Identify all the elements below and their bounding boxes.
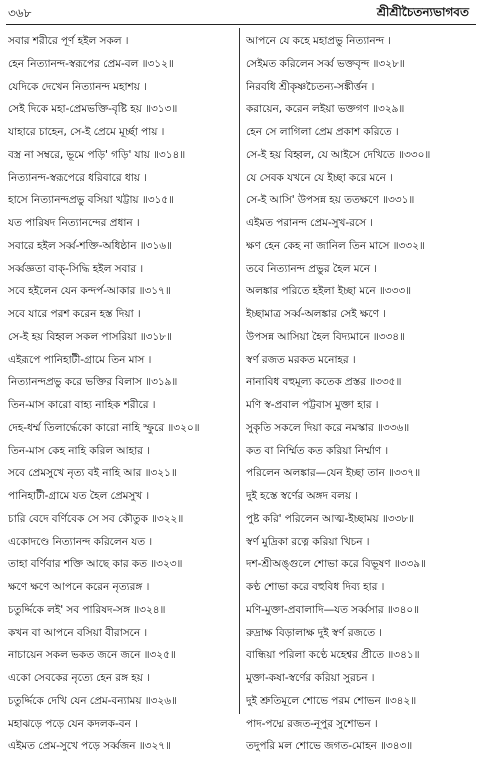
verse-line: পাদ-পদ্মে রজত-নূপুর সুশোভন । <box>246 717 378 730</box>
left-text-column <box>8 30 236 758</box>
verse-line: সেই দিকে মহা-প্রেমভক্তি-বৃষ্টি হয় ॥৩১৩॥ <box>8 103 178 116</box>
page-header <box>0 0 483 26</box>
verse-line: একোদণ্ডে নিত্যানন্দ করিলেন যত । <box>8 535 153 548</box>
verse-line: হাসে নিত্যানন্দপ্রভু বসিয়া খট্টায় ॥৩১৫॥ <box>8 194 174 207</box>
verse-line: যত পারিষদ নিত্যানন্দের প্রধান । <box>8 217 140 229</box>
verse-line: মণি-মুক্তা-প্রবালাদি—যত সর্ব্বসার ॥৩৪০॥ <box>246 603 420 616</box>
verse-line: উপসন্ন আসিয়া হৈল বিদ্যমানে ॥৩৩৪॥ <box>246 330 405 343</box>
page-number: ৩৬৮ <box>8 6 32 20</box>
verse-line: মহাঝড়ে পড়ে যেন কদলক-বন । <box>8 717 138 730</box>
verse-line: রুদ্রাক্ষ বিড়ালাক্ষ দুই স্বর্ণ রজতে । <box>246 626 382 639</box>
verse-line: অলঙ্কার পরিতে হইলা ইচ্ছা মনে ॥৩৩৩॥ <box>246 285 412 298</box>
verse-line: বস্ত্র না সম্বরে, ভূমে পড়ি' গড়ি' যায় ॥৩১৪॥ <box>8 148 186 161</box>
verse-line: সে-ই হয় বিহ্বল, যে আইসে দেখিতে ॥৩৩০॥ <box>246 148 431 161</box>
verse-line: যেদিকে দেখেন নিত্যানন্দ মহাশয় । <box>8 80 147 93</box>
verse-line: ক্ষণ হেন কেহ না জানিল তিন মাসে ॥৩৩২॥ <box>246 239 425 252</box>
verse-line: সর্ব্বজ্ঞতা বাক্-সিদ্ধি হইল সবার । <box>8 262 144 275</box>
header-rule <box>6 24 476 25</box>
verse-line: সুকৃতি সকলে দিয়া করে নমস্কার ॥৩৩৬॥ <box>246 421 410 434</box>
verse-line: সে-ই হয় বিহ্বল সকল পাসরিয়া ॥৩১৮॥ <box>8 330 172 343</box>
verse-line: স্বর্ণ মুদ্রিকা রত্নে করিয়া খিচন । <box>246 535 370 548</box>
verse-line: কখন বা আপনে বসিয়া বীরাসনে । <box>8 626 148 639</box>
verse-line: সবে যারে পরশ করেন হস্ত দিয়া । <box>8 308 141 320</box>
verse-line: চতুর্দ্দিকে দেখি যেন প্রেম-বন্যাময় ॥৩২৬॥ <box>8 694 177 707</box>
verse-line: পরিলেন অলঙ্কার—যেন ইচ্ছা তান ॥৩৩৭॥ <box>246 467 421 480</box>
right-text-column <box>246 30 474 758</box>
verse-line: এইরূপে পানিহাটী-গ্রামে তিন মাস । <box>8 353 152 366</box>
verse-line: যে সেবক যখনে যে ইচ্ছা করে মনে । <box>246 171 393 184</box>
verse-line: মণি স্ব-প্রবাল পট্টবাস মুক্তা হার । <box>246 399 379 411</box>
verse-line: নানাবিধ বহুমূল্য কতেক প্রস্তর ॥৩৩৫॥ <box>246 376 402 389</box>
verse-line: কত বা নির্ম্মিত কত করিয়া নির্ম্মাণ । <box>246 444 389 457</box>
verse-line: তবে নিত্যানন্দ প্রভুর হৈল মনে । <box>246 262 377 275</box>
verse-line: তিন-মাস কারো বাহ্য নাহিক শরীরে । <box>8 399 156 411</box>
verse-line: আপনে যে কহে মহাপ্রভু নিত্যানন্দ । <box>246 35 391 47</box>
verse-line: দুই হস্তে স্বর্ণের অঙ্গদ বলয় । <box>246 490 358 502</box>
verse-line: হেন সে লাগিলা প্রেম প্রকাশ করিতে । <box>246 126 399 138</box>
verse-line: তদুপরি মল শোভে জগত-মোহন ॥৩৪৩॥ <box>246 740 413 753</box>
verse-line: নিত্যানন্দপ্রভু করে ভক্তির বিলাস ॥৩১৯॥ <box>8 376 178 389</box>
verse-line: সবে হইলেন যেন কন্দর্প-আকার ॥৩১৭॥ <box>8 285 171 298</box>
verse-line: সবে প্রেমসুখে নৃত্য বই নাহি আর ॥৩২১॥ <box>8 467 177 480</box>
verse-line: সে-ই আসি' উপসন্ন হয় ততক্ষণে ॥৩৩১॥ <box>246 194 415 207</box>
verse-line: তাহা বর্ণিবার শক্তি আছে কার কত ॥৩২৩॥ <box>8 558 183 571</box>
verse-line: সবারে হইল সর্ব্ব-শক্তি-অধিষ্ঠান ॥৩১৬॥ <box>8 239 172 252</box>
verse-line: নিত্যানন্দ-স্বরূপেরে ধরিবারে ধায় । <box>8 171 147 184</box>
verse-line: যাহারে চাহেন, সে-ই প্রেমে মূর্চ্ছা পায় । <box>8 126 165 138</box>
verse-line: সবার শরীরে পূর্ণ হইল সকল । <box>8 35 129 47</box>
verse-line: করায়েন, করেন লইয়া ভক্তগণ ॥৩২৯॥ <box>246 103 405 116</box>
verse-line: চতুর্দ্দিকে লই' সব পারিষদ-সঙ্গ ॥৩২৪॥ <box>8 603 166 616</box>
verse-line: দুই শ্রুতিমূলে শোভে পরম শোভন ॥৩৪২॥ <box>246 694 417 707</box>
running-title: শ্রীশ্রীচৈতন্যভাগবত <box>376 5 469 19</box>
verse-line: কণ্ঠ শোভা করে বহুবিধ দিব্য হার । <box>246 581 385 593</box>
verse-line: ইচ্ছামাত্র সর্ব্ব-অলঙ্কার সেই ক্ষণে । <box>246 308 386 320</box>
verse-line: নাচায়েন সকল ভকত জনে জনে ॥৩২৫॥ <box>8 649 176 662</box>
verse-line: নিরবধি শ্রীকৃষ্ণচৈতন্য-সঙ্কীর্ত্তন । <box>246 80 375 93</box>
verse-line: মুক্তা-কষা-স্বর্ণের করিয়া সুরচন । <box>246 672 375 684</box>
verse-line: এইমত প্রেম-সুখে পড়ে সর্ব্বজন ॥৩২৭॥ <box>8 740 171 753</box>
verse-line: স্বর্ণ রজত মরকত মনোহর । <box>246 353 356 366</box>
verse-line: চারি বেদে বর্ণিবেক সে সব কৌতুক ॥৩২২॥ <box>8 512 184 525</box>
verse-line: দেহ-ধর্ম্ম তিলার্দ্ধেকো কারো নাহি স্ফুরে ॥৩২০॥ <box>8 421 200 434</box>
verse-line: পুষ্ট করি' পরিলেন আত্ম-ইচ্ছাময় ॥৩৩৮॥ <box>246 512 414 525</box>
verse-line: বান্ধিয়া পরিলা কণ্ঠে মহেশ্বর প্রীতে ॥৩৪১॥ <box>246 649 420 662</box>
verse-line: পানিহাটী-গ্রামে যত হৈল প্রেমসুখ । <box>8 490 150 502</box>
column-divider <box>239 28 240 714</box>
verse-line: তিন-মাস কেহ নাহি করিল আহার । <box>8 444 150 457</box>
verse-line: এইমত পরানন্দ প্রেম-সুখ-রসে । <box>246 217 373 229</box>
verse-line: দশ-শ্রীঅঙ্গুলে শোভা করে বিভূষণ ॥৩৩৯॥ <box>246 558 426 571</box>
verse-line: ক্ষণে ক্ষণে আপনে করেন নৃত্যরঙ্গ । <box>8 581 150 593</box>
verse-line: হেন নিত্যানন্দ-স্বরূপের প্রেম-বল ॥৩১২॥ <box>8 57 174 70</box>
verse-line: একো সেবকের নৃত্যে হেন রঙ্গ হয় । <box>8 672 150 684</box>
verse-line: সেইমত করিলেন সর্ব্ব ভক্তবৃন্দ ॥৩২৮॥ <box>246 57 405 70</box>
